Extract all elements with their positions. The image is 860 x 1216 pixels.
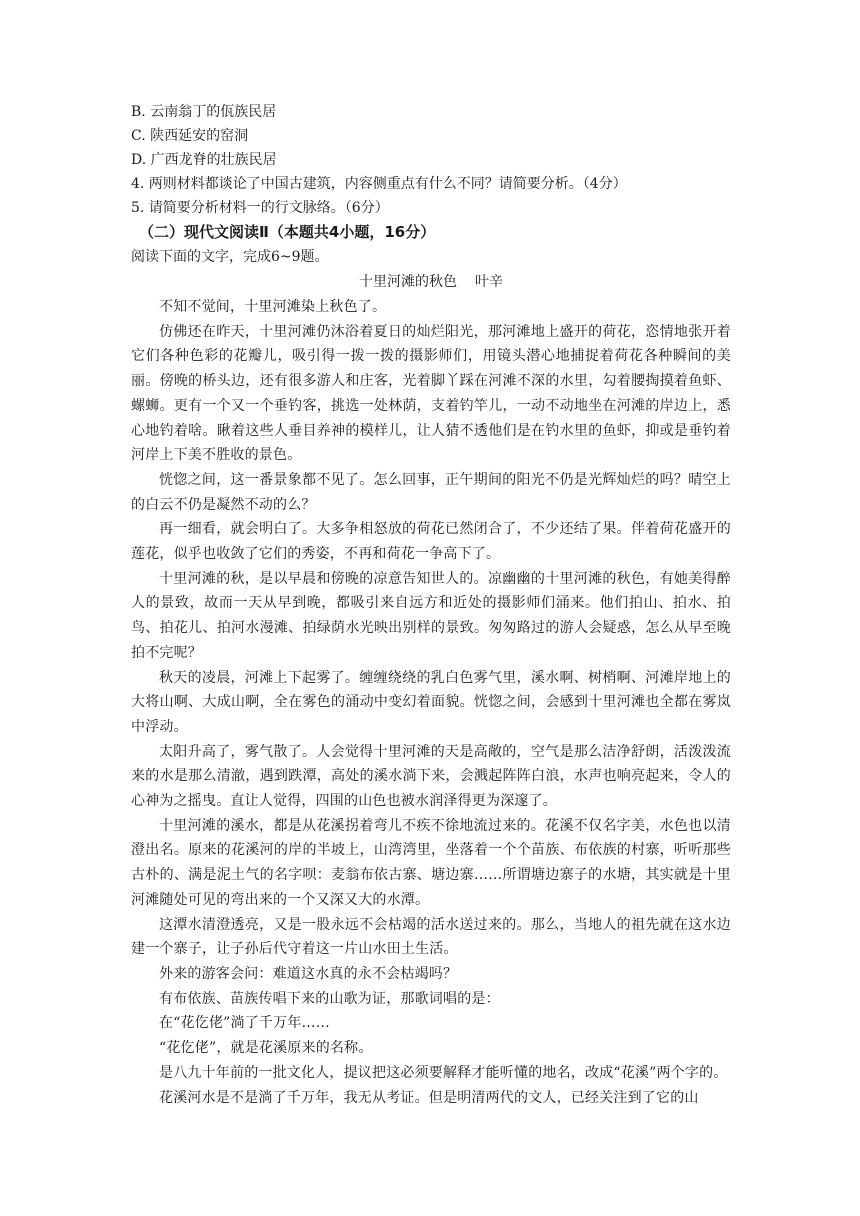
section-heading: （二）现代文阅读Ⅱ（本题共4小题，16分） — [139, 223, 436, 241]
article-paragraph: 十里河滩的溪水，都是从花溪拐着弯儿不疾不徐地流过来的。花溪不仅名字美，水色也以清澄出名。原来的花溪河的岸的半坡上，山湾湾里，坐落着一个个苗族、布依族的村寨，听听那些古朴的、满是泥土气的名字呗：麦翁布依古寨、塘边寨……所谓塘边寨子的水塘，其实就是十里河滩随处可见的弯出来的一个又深又大的水潭。 — [131, 817, 731, 908]
article-paragraph: “花仡佬”，就是花溪原来的名称。 — [159, 1040, 373, 1057]
article-author: 叶辛 — [475, 274, 503, 290]
question-4: 4. 两则材料都谈论了中国古建筑，内容侧重点有什么不同？请简要分析。（4分） — [131, 176, 627, 192]
article-paragraph: 有布依族、苗族传唱下来的山歌为证，那歌词唱的是： — [159, 990, 500, 1007]
option-d: D. 广西龙脊的壮族民居 — [131, 152, 277, 168]
document-page — [131, 100, 731, 1110]
option-b: B. 云南翁丁的佤族民居 — [131, 104, 277, 120]
article-paragraph: 十里河滩的秋，是以早晨和傍晚的凉意告知世人的。凉幽幽的十里河滩的秋色，有她美得醉人的景致，故而一天从早到晚，都吸引来自远方和近处的摄影师们涌来。他们拍山、拍水、拍鸟、拍花儿、拍河水漫滩、拍绿荫水光映出别样的景致。匆匆路过的游人会疑惑，怎么从早至晚拍不完呢？ — [131, 570, 731, 661]
instruction: 阅读下面的文字，完成6~9题。 — [131, 249, 329, 265]
article-paragraph: 外来的游客会问：难道这水真的永不会枯竭吗？ — [159, 965, 458, 982]
article-title-line — [131, 269, 731, 295]
article-paragraph: 仿佛还在昨天，十里河滩仍沐浴着夏日的灿烂阳光，那河滩地上盛开的荷花，恣情地张开着它们各种色彩的花瓣儿，吸引得一拨一拨的摄影师们，用镜头潜心地捕捉着荷花各种瞬间的美丽。傍晚的桥头边，还有很多游人和庄客，光着脚丫踩在河滩不深的水里，勾着腰掏摸着鱼虾、螺蛳。更有一个又一个垂钓客，挑选一处林荫，支着钓竿儿，一动不动地坐在河滩的岸边上，悉心地钓着啥。瞅着这些人垂目养神的模样儿，让人猜不透他们是在钓水里的鱼虾，抑或是垂钓着河岸上下美不胜收的景色。 — [131, 323, 731, 464]
question-5: 5. 请简要分析材料一的行文脉络。（6分） — [131, 200, 389, 216]
article-paragraph: 花溪河水是不是淌了千万年，我无从考证。但是明清两代的文人，已经关注到了它的山 — [159, 1089, 699, 1106]
article-paragraph: 太阳升高了，雾气散了。人会觉得十里河滩的天是高敞的，空气是那么洁净舒朗，活泼泼流来的水是那么清澈，遇到跌潭，高处的溪水淌下来，会溅起阵阵白浪，水声也响亮起来，令人的心神为之摇曳。直让人觉得，四围的山色也被水润泽得更为深邃了。 — [131, 743, 731, 810]
article-paragraph: 这潭水清澄透亮，又是一股永远不会枯竭的活水送过来的。那么，当地人的祖先就在这水边建一个寨子，让子孙后代守着这一片山水田土生活。 — [131, 916, 731, 958]
option-c: C. 陕西延安的窑洞 — [131, 128, 249, 144]
article-paragraph: 在“花仡佬”淌了千万年…… — [159, 1015, 330, 1032]
article-paragraph: 秋天的凌晨，河滩上下起雾了。缠缠绕绕的乳白色雾气里，溪水啊、树梢啊、河滩岸地上的大将山啊、大成山啊，全在雾色的涌动中变幻着面貌。恍惚之间，会感到十里河滩也全都在雾岚中浮动。 — [131, 669, 731, 735]
article-paragraph: 再一细看，就会明白了。大多争相怒放的荷花已然闭合了，不少还结了果。伴着荷花盛开的莲花，似乎也收敛了它们的秀姿，不再和荷花一争高下了。 — [131, 521, 731, 563]
article-paragraph: 不知不觉间，十里河滩染上秋色了。 — [159, 299, 387, 315]
article-paragraph: 是八九十年前的一批文化人，提议把这必须要解释才能听懂的地名，改成“花溪”两个字的。 — [159, 1064, 728, 1081]
article-paragraph: 恍惚之间，这一番景象都不见了。怎么回事，正午期间的阳光不仍是光辉灿烂的吗？晴空上的白云不仍是凝然不动的么？ — [131, 471, 731, 513]
article-title: 十里河滩的秋色 — [359, 274, 457, 290]
article-body — [131, 295, 731, 1110]
